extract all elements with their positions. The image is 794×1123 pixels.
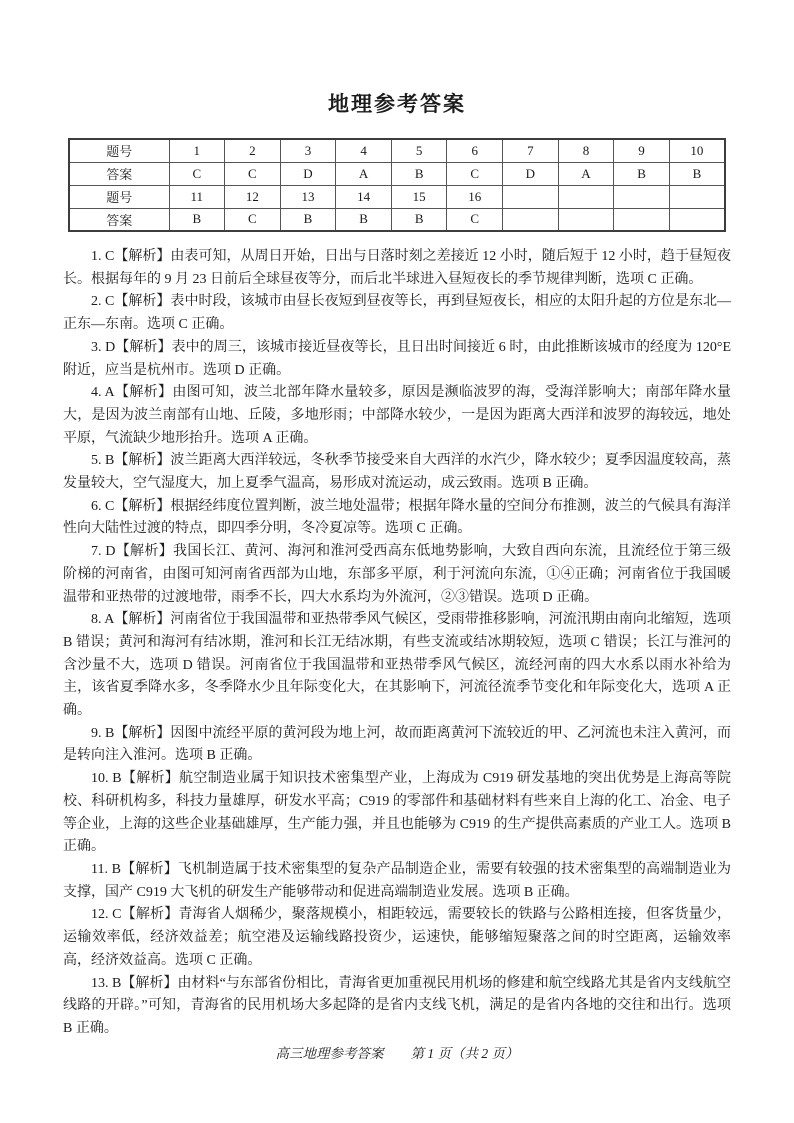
question-number-cell: 3 bbox=[280, 139, 336, 162]
explanation-paragraph-6: 6. C【解析】根据经纬度位置判断，波兰地处温带；根据年降水量的空间分布推测，波兰的气候具有海洋性向大陆性过渡的特点，即四季分明，冬冷夏凉等。选项 C 正确。 bbox=[63, 498, 731, 537]
answer-table-row bbox=[69, 139, 725, 162]
explanation-paragraph-8: 8. A【解析】河南省位于我国温带和亚热带季风气候区，受雨带推移影响，河流汛期由南向北缩短，选项 B 错误；黄河和海河有结冰期，淮河和长江无结冰期，有些支流或结冰期较短，选项 C 错误；长江与淮河的含沙量不大，选项 D 错误。河南省位于我国温带和亚热带季风气候区，流经河南的四大水系以雨水补给为主，该省夏季降水多，冬季降水少且年际变化大，在其影响下，河流径流季节变化和年际变化大，选项 A 正确。 bbox=[63, 612, 731, 719]
question-number-cell: 9 bbox=[614, 139, 670, 162]
question-number-cell: 13 bbox=[280, 185, 336, 208]
answer-cell: B bbox=[614, 162, 670, 185]
answer-cell: D bbox=[280, 162, 336, 185]
answer-cell: C bbox=[169, 162, 225, 185]
answer-cell bbox=[614, 208, 670, 231]
question-number-cell: 14 bbox=[336, 185, 392, 208]
answer-cell: C bbox=[447, 162, 503, 185]
explanation-paragraph-12: 12. C【解析】青海省人烟稀少，聚落规模小，相距较远，需要较长的铁路与公路相连接，但客货量少，运输效率低，经济效益差；航空港及运输线路投资少，运速快，能够缩短聚落之间的时空距离，运输效率高，经济效益高。选项 C 正确。 bbox=[63, 907, 731, 968]
question-number-cell: 5 bbox=[391, 139, 447, 162]
question-number-cell: 16 bbox=[447, 185, 503, 208]
answer-cell: C bbox=[225, 162, 281, 185]
row-header-cell: 题号 bbox=[69, 185, 169, 208]
page-title: 地理参考答案 bbox=[328, 92, 466, 116]
answer-cell: B bbox=[391, 208, 447, 231]
question-number-cell bbox=[503, 185, 559, 208]
answer-cell: A bbox=[558, 162, 614, 185]
explanation-paragraph-9: 9. B【解析】因图中流经平原的黄河段为地上河，故而距离黄河下流较近的甲、乙河流也未注入黄河，而是转向注入淮河。选项 B 正确。 bbox=[63, 725, 731, 764]
footer-page-number: 第 1 页（共 2 页） bbox=[410, 1046, 519, 1061]
question-number-cell bbox=[558, 185, 614, 208]
page-footer bbox=[0, 1042, 794, 1062]
answer-cell bbox=[558, 208, 614, 231]
answer-cell: B bbox=[669, 162, 725, 185]
answer-cell: C bbox=[447, 208, 503, 231]
explanation-paragraph-1: 1. C【解析】由表可知，从周日开始，日出与日落时刻之差接近 12 小时，随后短于 12 小时，趋于昼短夜长。根据每年的 9 月 23 日前后全球昼夜等分，而后北半球进入昼短夜长的季节规律判断，选项 C 正确。 bbox=[63, 249, 731, 287]
explanation-paragraph-10: 10. B【解析】航空制造业属于知识技术密集型产业，上海成为 C919 研发基地的突出优势是上海高等院校、科研机构多，科技力量雄厚，研发水平高；C919 的零部件和基础材料有些来自上海的化工、冶金、电子等企业，上海的这些企业基础雄厚，生产能力强，并且也能够为 C919 的生产提供高素质的产业工人。选项 B 正确。 bbox=[63, 771, 731, 855]
question-number-cell: 1 bbox=[169, 139, 225, 162]
explanation-paragraph-13: 13. B【解析】由材料“与东部省份相比，青海省更加重视民用机场的修建和航空线路尤其是省内支线航空线路的开辟。”可知，青海省的民用机场大多起降的是省内支线飞机，满足的是省内各地的交往和出行。选项 B 正确。 bbox=[63, 975, 731, 1036]
question-number-cell: 7 bbox=[503, 139, 559, 162]
row-header-cell: 题号 bbox=[69, 139, 169, 162]
question-number-cell bbox=[669, 185, 725, 208]
explanation-paragraph-2: 2. C【解析】表中时段，该城市由昼长夜短到昼夜等长，再到昼短夜长，相应的太阳升起的方位是东北—正东—东南。选项 C 正确。 bbox=[63, 294, 731, 333]
page-content bbox=[63, 0, 731, 1041]
question-number-cell: 15 bbox=[391, 185, 447, 208]
explanation-paragraph-3: 3. D【解析】表中的周三，该城市接近昼夜等长，且日出时间接近 6 时，由此推断该城市的经度为 120°E 附近，应当是杭州市。选项 D 正确。 bbox=[63, 339, 731, 378]
answer-cell: B bbox=[336, 208, 392, 231]
answer-table-row bbox=[69, 162, 725, 185]
explanation-paragraph-11: 11. B【解析】飞机制造属于技术密集型的复杂产品制造企业，需要有较强的技术密集型的高端制造业为支撑，国产 C919 大飞机的研发生产能够带动和促进高端制造业发展。选项 B 正确。 bbox=[63, 861, 731, 900]
answer-table bbox=[68, 138, 726, 232]
question-number-cell: 8 bbox=[558, 139, 614, 162]
answer-cell bbox=[669, 208, 725, 231]
answer-cell: B bbox=[391, 162, 447, 185]
row-header-cell: 答案 bbox=[69, 162, 169, 185]
question-number-cell: 6 bbox=[447, 139, 503, 162]
question-number-cell: 11 bbox=[169, 185, 225, 208]
answer-table-row bbox=[69, 185, 725, 208]
answer-table-row bbox=[69, 208, 725, 231]
answer-cell: A bbox=[336, 162, 392, 185]
answer-cell: D bbox=[503, 162, 559, 185]
explanation-paragraph-4: 4. A【解析】由图可知，波兰北部年降水量较多，原因是濒临波罗的海，受海洋影响大；南部年降水量大，是因为波兰南部有山地、丘陵，多地形雨；中部降水较少，一是因为距离大西洋和波罗的海较远，地处平原，气流缺少地形抬升。选项 A 正确。 bbox=[63, 385, 731, 446]
answer-cell bbox=[503, 208, 559, 231]
answer-cell: B bbox=[169, 208, 225, 231]
question-number-cell: 10 bbox=[669, 139, 725, 162]
explanations-section bbox=[63, 246, 731, 1041]
question-number-cell bbox=[614, 185, 670, 208]
explanation-paragraph-7: 7. D【解析】我国长江、黄河、海河和淮河受西高东低地势影响，大致自西向东流，且流经位于第三级阶梯的河南省，由图可知河南省西部为山地，东部多平原，利于河流向东流，①④正确；河南省位于我国暖温带和亚热带的过渡地带，雨季不长，四大水系均为外流河，②③错误。选项 D 正确。 bbox=[63, 544, 731, 605]
footer-doc-label: 高三地理参考答案 bbox=[275, 1046, 384, 1061]
answer-cell: B bbox=[280, 208, 336, 231]
question-number-cell: 12 bbox=[225, 185, 281, 208]
question-number-cell: 2 bbox=[225, 139, 281, 162]
row-header-cell: 答案 bbox=[69, 208, 169, 231]
question-number-cell: 4 bbox=[336, 139, 392, 162]
answer-cell: C bbox=[225, 208, 281, 231]
explanation-paragraph-5: 5. B【解析】波兰距离大西洋较远，冬秋季节接受来自大西洋的水汽少，降水较少；夏季因温度较高，蒸发量较大，空气湿度大，加上夏季气温高，易形成对流运动，成云致雨。选项 B 正确。 bbox=[63, 453, 731, 492]
